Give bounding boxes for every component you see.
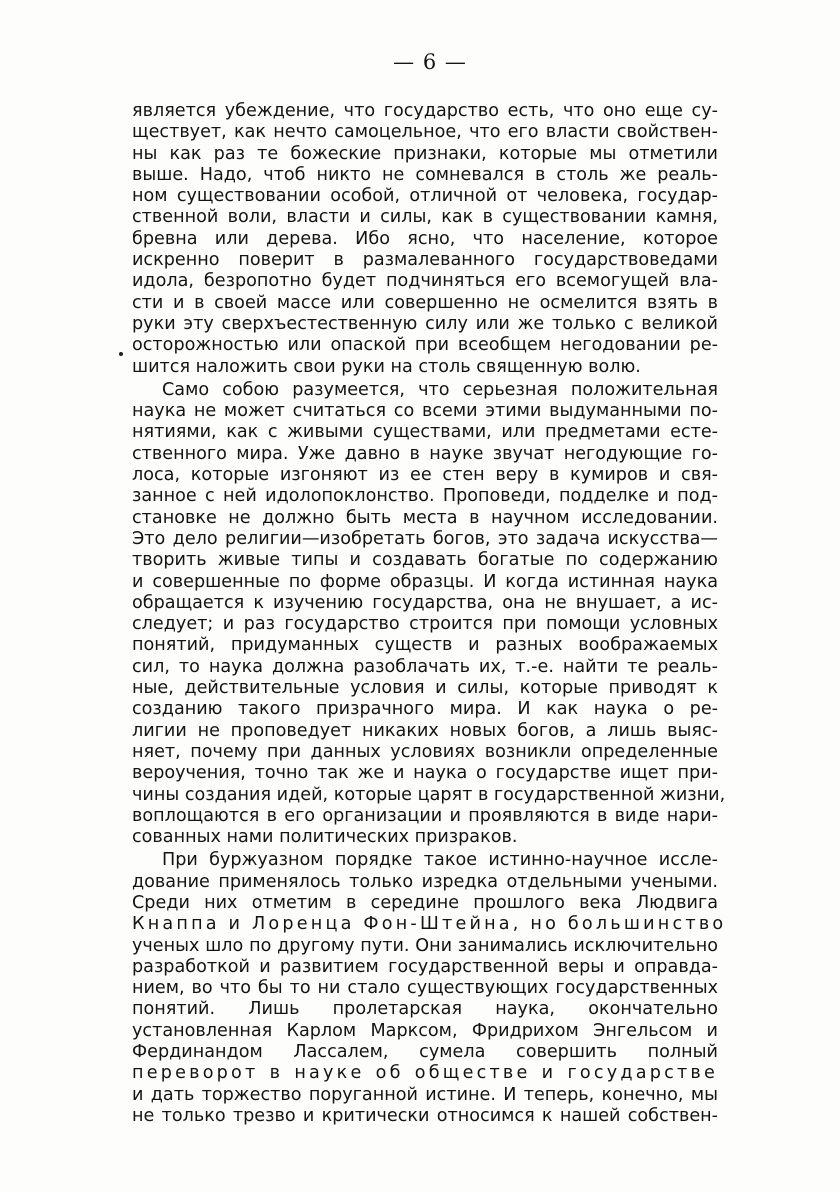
text-line: воплощаются в его организации и проявляются в виде нари- (132, 805, 718, 826)
text-line: Фердинандом Лассалем, сумела совершить полный (132, 1042, 718, 1063)
text-line: обращается к изучению государства, она не внушает, а ис- (132, 592, 718, 613)
text-line: руки эту сверхъестественную силу или же только с великой (132, 313, 718, 334)
text-line: является убеждение, что государство есть, что оно еще су- (132, 101, 718, 121)
text-line: не только трезво и критически относимся к нашей собствен- (132, 1105, 718, 1126)
text-line: Это дело религии—изобретать богов, это задача искусства— (132, 528, 718, 549)
text-line: понятий, придуманных существ и разных воображаемых (132, 635, 718, 656)
text-line: Среди них отметим в середине прошлого века Людвига (132, 892, 718, 913)
text-line: Кнаппа и Лоренца Фон-Штейна, но большинство (132, 914, 727, 935)
text-line: вероучения, точно так же и наука о государстве ищет при- (132, 763, 718, 784)
text-line: разработкой и развитием государственной веры и оправда- (132, 956, 718, 977)
text-line: выше. Надо, чтоб никто не сомневался в столь же реаль- (132, 164, 718, 185)
paragraph-2 (132, 379, 726, 849)
paragraph-3 (132, 850, 727, 1127)
text-line: ственного мира. Уже давно в науке звучат негодующие го- (132, 443, 718, 464)
text-line: бревна или дерева. Ибо ясно, что население, которое (132, 228, 718, 249)
text-line: созданию такого призрачного мира. И как наука о ре- (132, 699, 718, 720)
text-line: ном существовании особой, отличной от человека, государ- (132, 186, 718, 207)
text-line: сти и в своей массе или совершенно не осмелится взять в (132, 292, 718, 313)
text-line: чины создания идей, которые царят в государственной жизни, (132, 784, 726, 805)
text-line: понятий. Лишь пролетарская наука, окончательно (132, 999, 718, 1020)
text-line: При буржуазном порядке такое истинно-научное иссле- (162, 850, 718, 871)
text-line: творить живые типы и создавать богатые по содержанию (132, 550, 718, 571)
paragraph-1 (132, 101, 718, 378)
text-line: идола, безропотно будет подчиняться его всемогущей вла- (132, 271, 718, 292)
body-text (132, 101, 727, 1127)
text-line: ученых шло по другому пути. Они занимались исключительно (132, 935, 718, 956)
text-line: наука не может считаться со всеми этими выдуманными по- (132, 401, 718, 422)
text-line: искренно поверит в размалеванного государствоведами (132, 250, 718, 271)
text-line: сованных нами политических призраков. (132, 827, 518, 848)
text-line: нием, во что бы то ни стало существующих государственных (132, 978, 718, 999)
page-number: — 6 — (393, 50, 467, 74)
text-line: няет, почему при данных условиях возникли определенные (132, 741, 718, 762)
text-line: ны как раз те божеские признаки, которые мы отметили (132, 143, 718, 164)
text-line: сил, то наука должна разоблачать их, т.-е. найти те реаль- (132, 656, 718, 677)
text-line: лоса, которые изгоняют из ее стен веру в кумиров и свя- (132, 465, 718, 486)
text-line: шится наложить свои руки на столь священную волю. (132, 356, 641, 377)
text-line: и дать торжество поруганной истине. И теперь, конечно, мы (132, 1084, 718, 1105)
text-line: ные, действительные условия и силы, которые приводят к (132, 678, 718, 699)
text-line: ственной воли, власти и силы, как в существовании камня, (132, 207, 718, 228)
text-line: осторожностью или опаской при всеобщем негодовании ре- (132, 335, 718, 356)
text-line: занное с ней идолопоклонство. Проповеди, подделке и под- (132, 486, 718, 507)
text-line: становке не должно быть места в научном исследовании. (132, 507, 718, 528)
text-line: Само собою разумеется, что серьезная положительная (162, 379, 718, 400)
text-line: установленная Карлом Марксом, Фридрихом Энгельсом и (132, 1020, 718, 1041)
text-line: дование применялось только изредка отдельными учеными. (132, 871, 718, 892)
text-line: следует; и раз государство строится при помощи условных (132, 614, 718, 635)
text-line: нятиями, как с живыми существами, или предметами есте- (132, 422, 718, 443)
text-line: лигии не проповедует никаких новых богов, а лишь выяс- (132, 720, 718, 741)
text-line: переворот в науке об обществе и государстве (132, 1063, 718, 1084)
text-line: ществует, как нечто самоцельное, что его власти свойствен- (132, 122, 718, 143)
margin-dot (119, 352, 123, 356)
text-line: и совершенные по форме образцы. И когда истинная наука (132, 571, 718, 592)
